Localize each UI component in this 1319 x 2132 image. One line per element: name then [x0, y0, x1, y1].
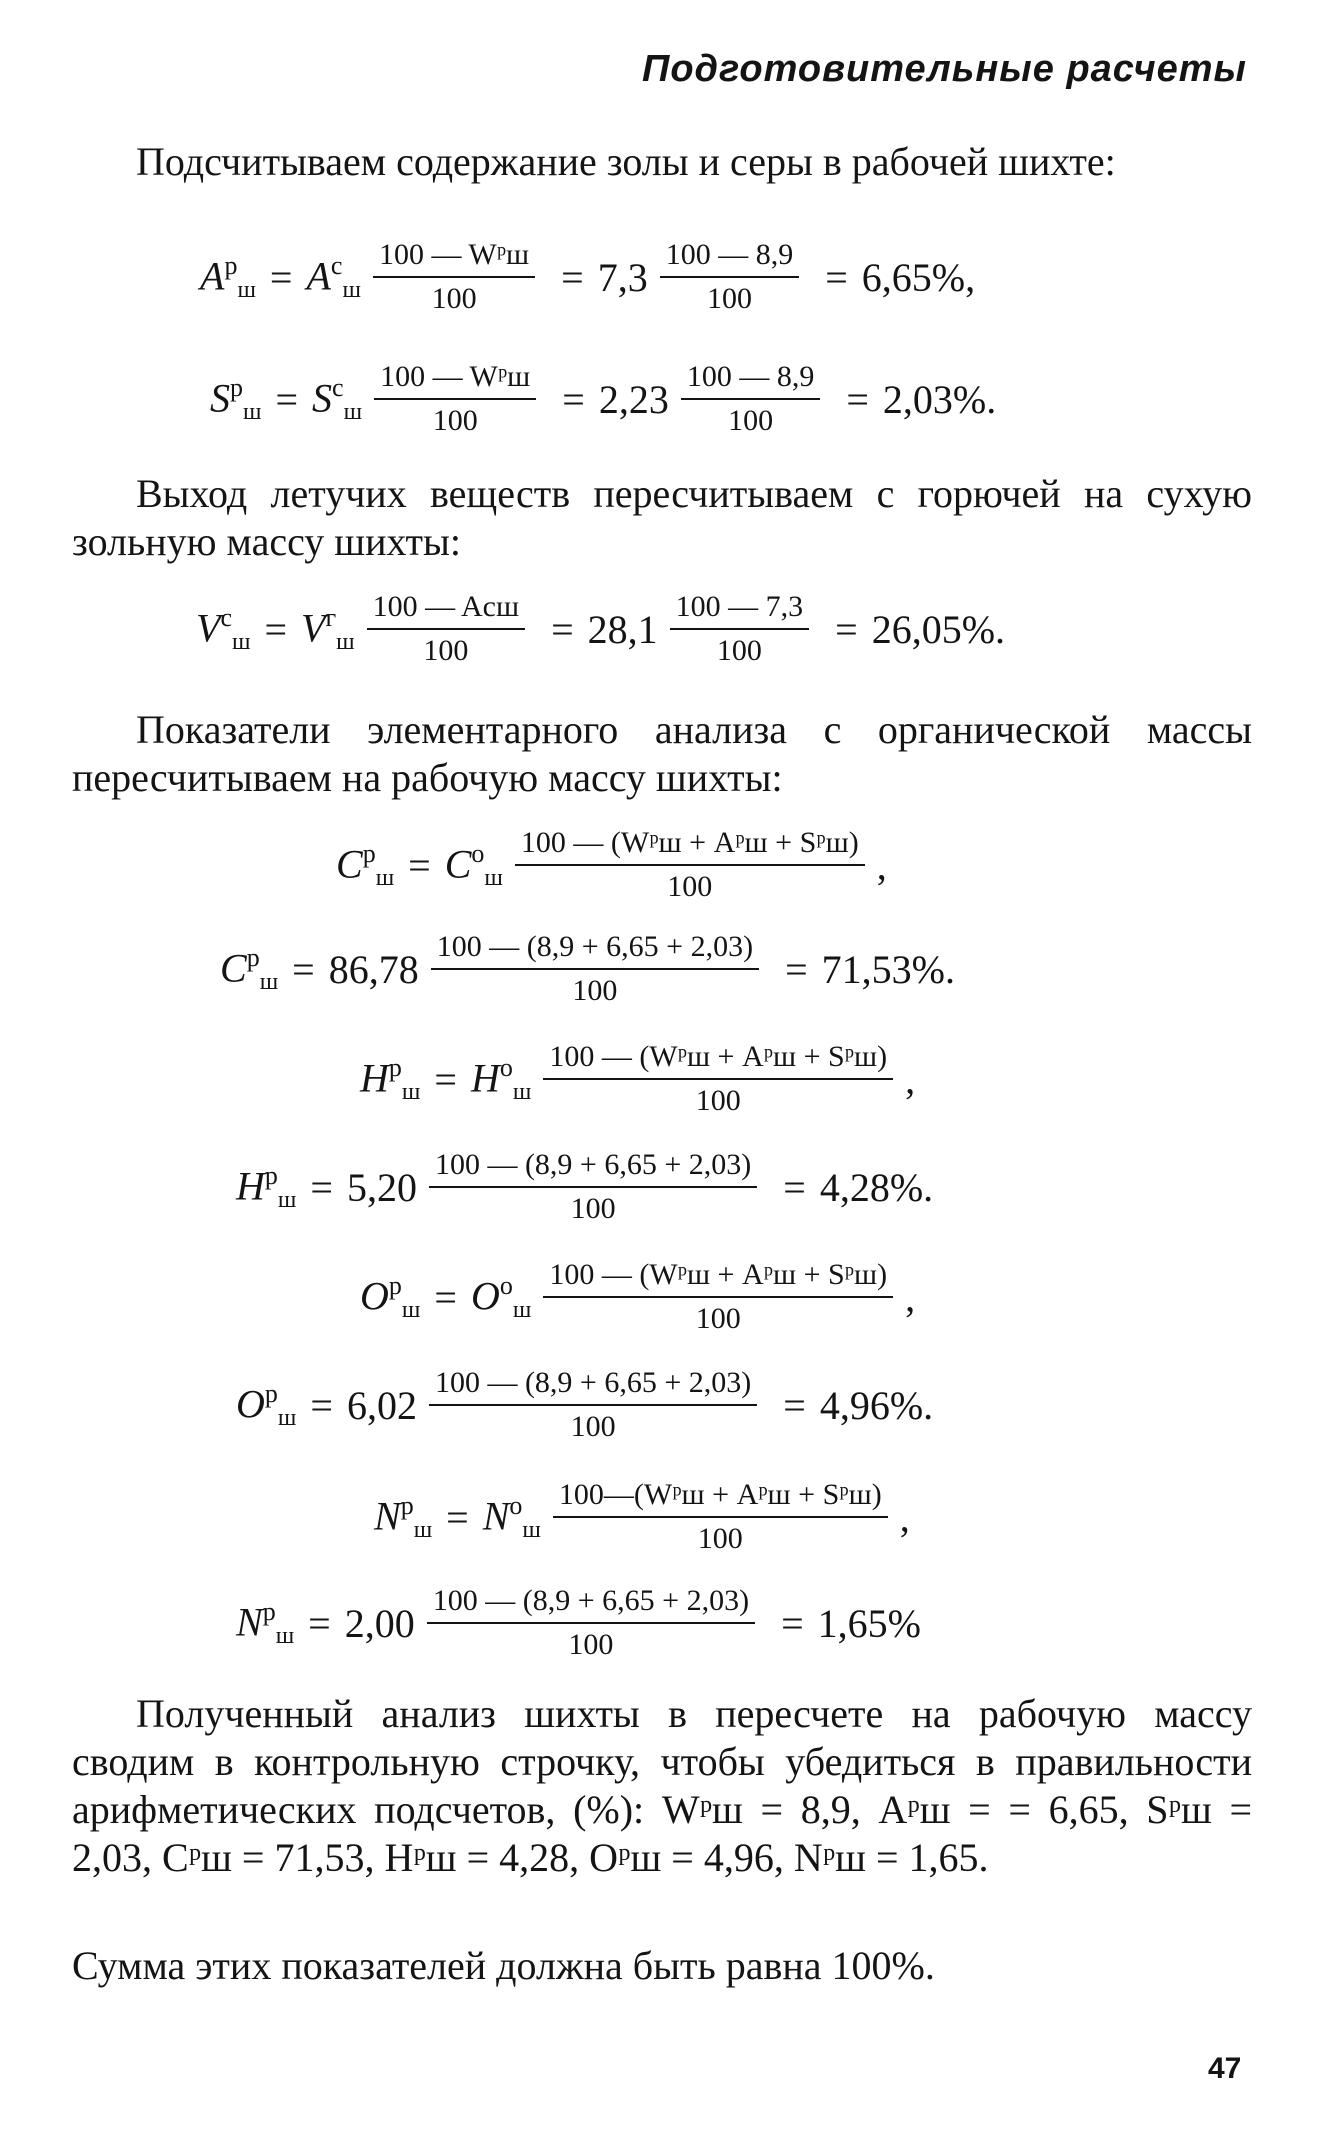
eq-result: 71,53%. [821, 946, 955, 992]
fraction: $\frac{\text{100 — (Wᵖш + Aᵖш + Sᵖш)}}{100}$ [515, 826, 865, 904]
paragraph-control-line: Полученный анализ шихты в пересчете на рабочую массу сводим в контрольную строчку, чтобы убедиться в правильности арифметических подсчетов, (%): Wᵖш = 8,9, Aᵖш = = 6,65, Sᵖш = 2,03, Cᵖш = 71,53, Hᵖш = 4,28, Oᵖш = 4,96, Nᵖш = 1,65. [72, 1691, 1252, 1880]
eq-result: 2,03%. [882, 376, 997, 422]
equation-carbon-general: $C^р_ш$ = $C^о_ш$ $\frac{\text{100 — (Wᵖш + Aᵖш + Sᵖш)}}{100}$ , [336, 826, 887, 903]
equation-oxygen-general: $O^р_ш$ = $O^о_ш$ $\frac{\text{100 — (Wᵖш + Aᵖш + Sᵖш)}}{100}$ , [360, 1258, 916, 1335]
eq-result: 6,65%, [861, 254, 976, 300]
page-number: 47 [1208, 2052, 1242, 2085]
fraction: $\frac{100 — 8,9}{100}$ [681, 360, 821, 438]
fraction: $\frac{\text{100 — Wᵖш}}{100}$ [374, 360, 536, 438]
eq-result: 4,96%. [819, 1382, 934, 1428]
equation-oxygen-numeric: $O^р_ш$ = 6,02 $\frac{100 — (8,9 + 6,65 + 2,03)}{100}$ = 4,96%. [236, 1366, 934, 1443]
paragraph-elemental: Показатели элементарного анализа с органической массы пересчитываем на рабочую массу шихты: [72, 707, 1252, 800]
fraction: $\frac{\text{100 — Aсш}}{100}$ [367, 590, 525, 668]
equation-volatiles: $V^с_ш$ = $V^г_ш$ $\frac{\text{100 — Aсш}}{100}$ = 28,1 $\frac{100 — 7,3}{100}$ = 26,05%. [196, 590, 1006, 667]
fraction: $\frac{100 — 8,9}{100}$ [660, 238, 800, 316]
fraction: $\frac{100 — (8,9 + 6,65 + 2,03)}{100}$ [429, 1148, 757, 1226]
eq-result: 1,65% [817, 1600, 921, 1646]
fraction: $\frac{100 — (8,9 + 6,65 + 2,03)}{100}$ [427, 1584, 755, 1662]
fraction: $\frac{\text{100—(Wᵖш + Aᵖш + Sᵖш)}}{100}$ [553, 1478, 888, 1556]
fraction: $\frac{\text{100 — (Wᵖш + Aᵖш + Sᵖш)}}{100}$ [543, 1258, 893, 1336]
eq-result: 4,28%. [819, 1164, 934, 1210]
paragraph-volatiles: Выход летучих веществ пересчитываем с горючей на сухую зольную массу шихты: [72, 471, 1252, 564]
eq-lhs: $A^р_ш$ [200, 250, 256, 303]
equation-hydrogen-numeric: $H^р_ш$ = 5,20 $\frac{100 — (8,9 + 6,65 + 2,03)}{100}$ = 4,28%. [236, 1148, 934, 1225]
running-header: Подготовительные расчеты [642, 48, 1247, 90]
fraction: $\frac{\text{100 — Wᵖш}}{100}$ [373, 238, 535, 316]
fraction: $\frac{100 — (8,9 + 6,65 + 2,03)}{100}$ [431, 930, 759, 1008]
equation-nitrogen-general: $N^р_ш$ = $N^о_ш$ $\frac{\text{100—(Wᵖш + Aᵖш + Sᵖш)}}{100}$ , [374, 1478, 910, 1555]
equation-sulfur: $S^р_ш$ = $S^с_ш$ $\frac{\text{100 — Wᵖш}}{100}$ = 2,23 $\frac{100 — 8,9}{100}$ = 2,03%. [210, 360, 997, 437]
equation-ash: $A^р_ш$ = $A^с_ш$ $\frac{\text{100 — Wᵖш}}{100}$ = 7,3 $\frac{100 — 8,9}{100}$ = 6,65%, [200, 238, 976, 315]
paragraph-ash-sulfur: Подсчитываем содержание золы и серы в рабочей шихте: [136, 139, 1116, 184]
eq-result: 26,05%. [871, 606, 1006, 652]
paragraph-sum: Сумма этих показателей должна быть равна 100%. [72, 1943, 935, 1988]
fraction: $\frac{\text{100 — (Wᵖш + Aᵖш + Sᵖш)}}{100}$ [543, 1040, 893, 1118]
equation-nitrogen-numeric: $N^р_ш$ = 2,00 $\frac{100 — (8,9 + 6,65 + 2,03)}{100}$ = 1,65% [236, 1584, 921, 1661]
equation-carbon-numeric: $C^р_ш$ = 86,78 $\frac{100 — (8,9 + 6,65 + 2,03)}{100}$ = 71,53%. [220, 930, 955, 1007]
fraction: $\frac{100 — (8,9 + 6,65 + 2,03)}{100}$ [429, 1366, 757, 1444]
fraction: $\frac{100 — 7,3}{100}$ [670, 590, 810, 668]
equation-hydrogen-general: $H^р_ш$ = $H^о_ш$ $\frac{\text{100 — (Wᵖш + Aᵖш + Sᵖш)}}{100}$ , [360, 1040, 916, 1117]
